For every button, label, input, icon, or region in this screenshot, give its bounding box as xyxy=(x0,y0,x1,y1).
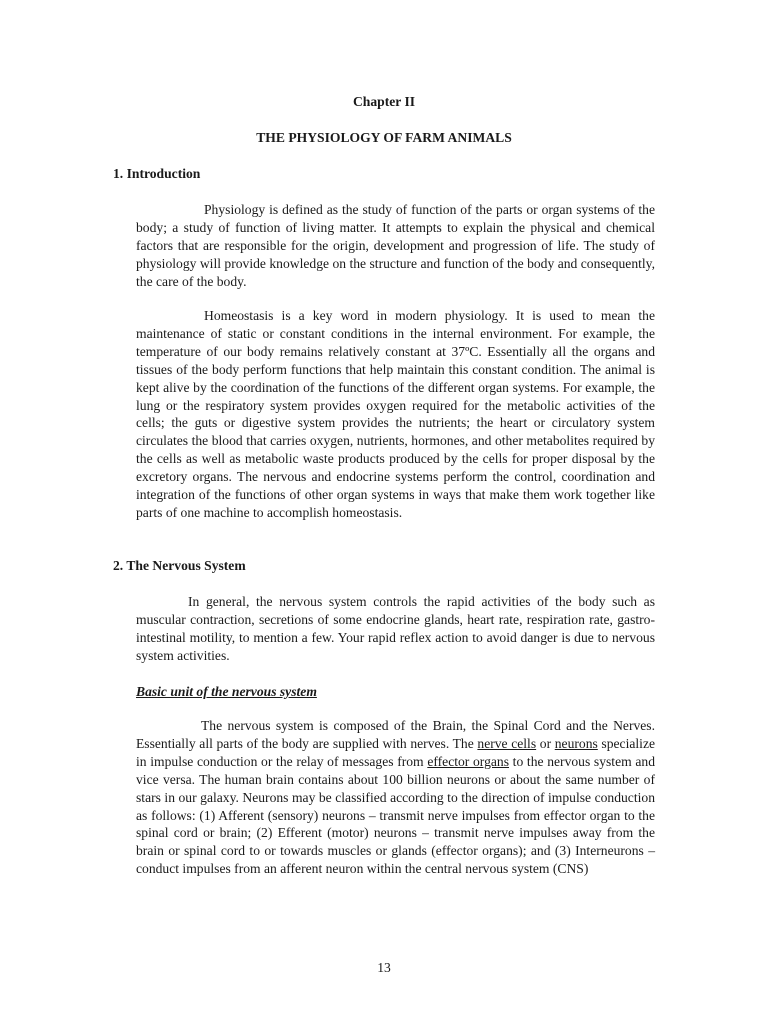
term-effector-organs: effector organs xyxy=(427,753,509,769)
section-heading-introduction: 1. Introduction xyxy=(113,166,201,181)
text-run: to the nervous system and vice versa. The human brain contains about 100 billion neurons or about the same number of stars in our galaxy. Neurons may be classified according to the direction of impulse conduction as follows: (1) Afferent (sensory) neurons – transmit nerve impulses from effector organ to the spinal cord or brain; (2) Efferent (motor) neurons – transmit nerve impulses away from the brain or spinal cord to or towards muscles or glands (effector organs); and (3) Interneurons – conduct impulses from an afferent neuron within the central nervous system (CNS) xyxy=(136,753,655,877)
paragraph-nervous-system-general: In general, the nervous system controls the rapid activities of the body such as muscular contraction, secretions of some endocrine glands, heart rate, respiration rate, gastro-intestinal motility, to mention a few. Your rapid reflex action to avoid danger is due to nervous system activities. xyxy=(136,594,655,663)
section-heading-nervous-system: 2. The Nervous System xyxy=(113,558,246,573)
paragraph-basic-unit xyxy=(136,717,655,878)
paragraph-homeostasis: Homeostasis is a key word in modern physiology. It is used to mean the maintenance of static or constant conditions in the internal environment. For example, the temperature of our body remains relatively constant at 37ºC. Essentially all the organs and tissues of the body perform functions that help maintain this constant condition. The animal is kept alive by the coordination of the functions of the different organ systems. For example, the lung or the respiratory system provides oxygen required for the metabolic activities of the cells; the guts or digestive system provides the nutrients; the heart or circulatory system circulates the blood that carries oxygen, nutrients, hormones, and other metabolites required by the cells as well as metabolic waste products produced by the cells for proper disposal by the excretory organs. The nervous and endocrine systems perform the control, coordination and integration of the functions of other organ systems in ways that make them work together like parts of one machine to accomplish homeostasis. xyxy=(136,308,655,520)
paragraph-physiology-definition: Physiology is defined as the study of function of the parts or organ systems of the body; a study of function of living matter. It attempts to explain the physical and chemical factors that are responsible for the origin, development and progression of life. The study of physiology will provide knowledge on the structure and function of the body and consequently, the care of the body. xyxy=(136,202,655,289)
term-neurons: neurons xyxy=(554,735,598,751)
page-number: 13 xyxy=(377,960,391,975)
subheading-basic-unit: Basic unit of the nervous system xyxy=(136,684,317,699)
term-nerve-cells: nerve cells xyxy=(477,735,537,751)
chapter-label: Chapter II xyxy=(352,94,416,109)
text-run: or xyxy=(536,735,555,751)
text-run: The nervous system is composed of the Brain, the Spinal Cord and the Nerves. Essentially all parts of the body are supplied with nerves. The xyxy=(136,718,655,751)
text-run: specialize in impulse conduction or the relay of messages from xyxy=(136,735,656,769)
chapter-title: THE PHYSIOLOGY OF FARM ANIMALS xyxy=(256,130,512,145)
